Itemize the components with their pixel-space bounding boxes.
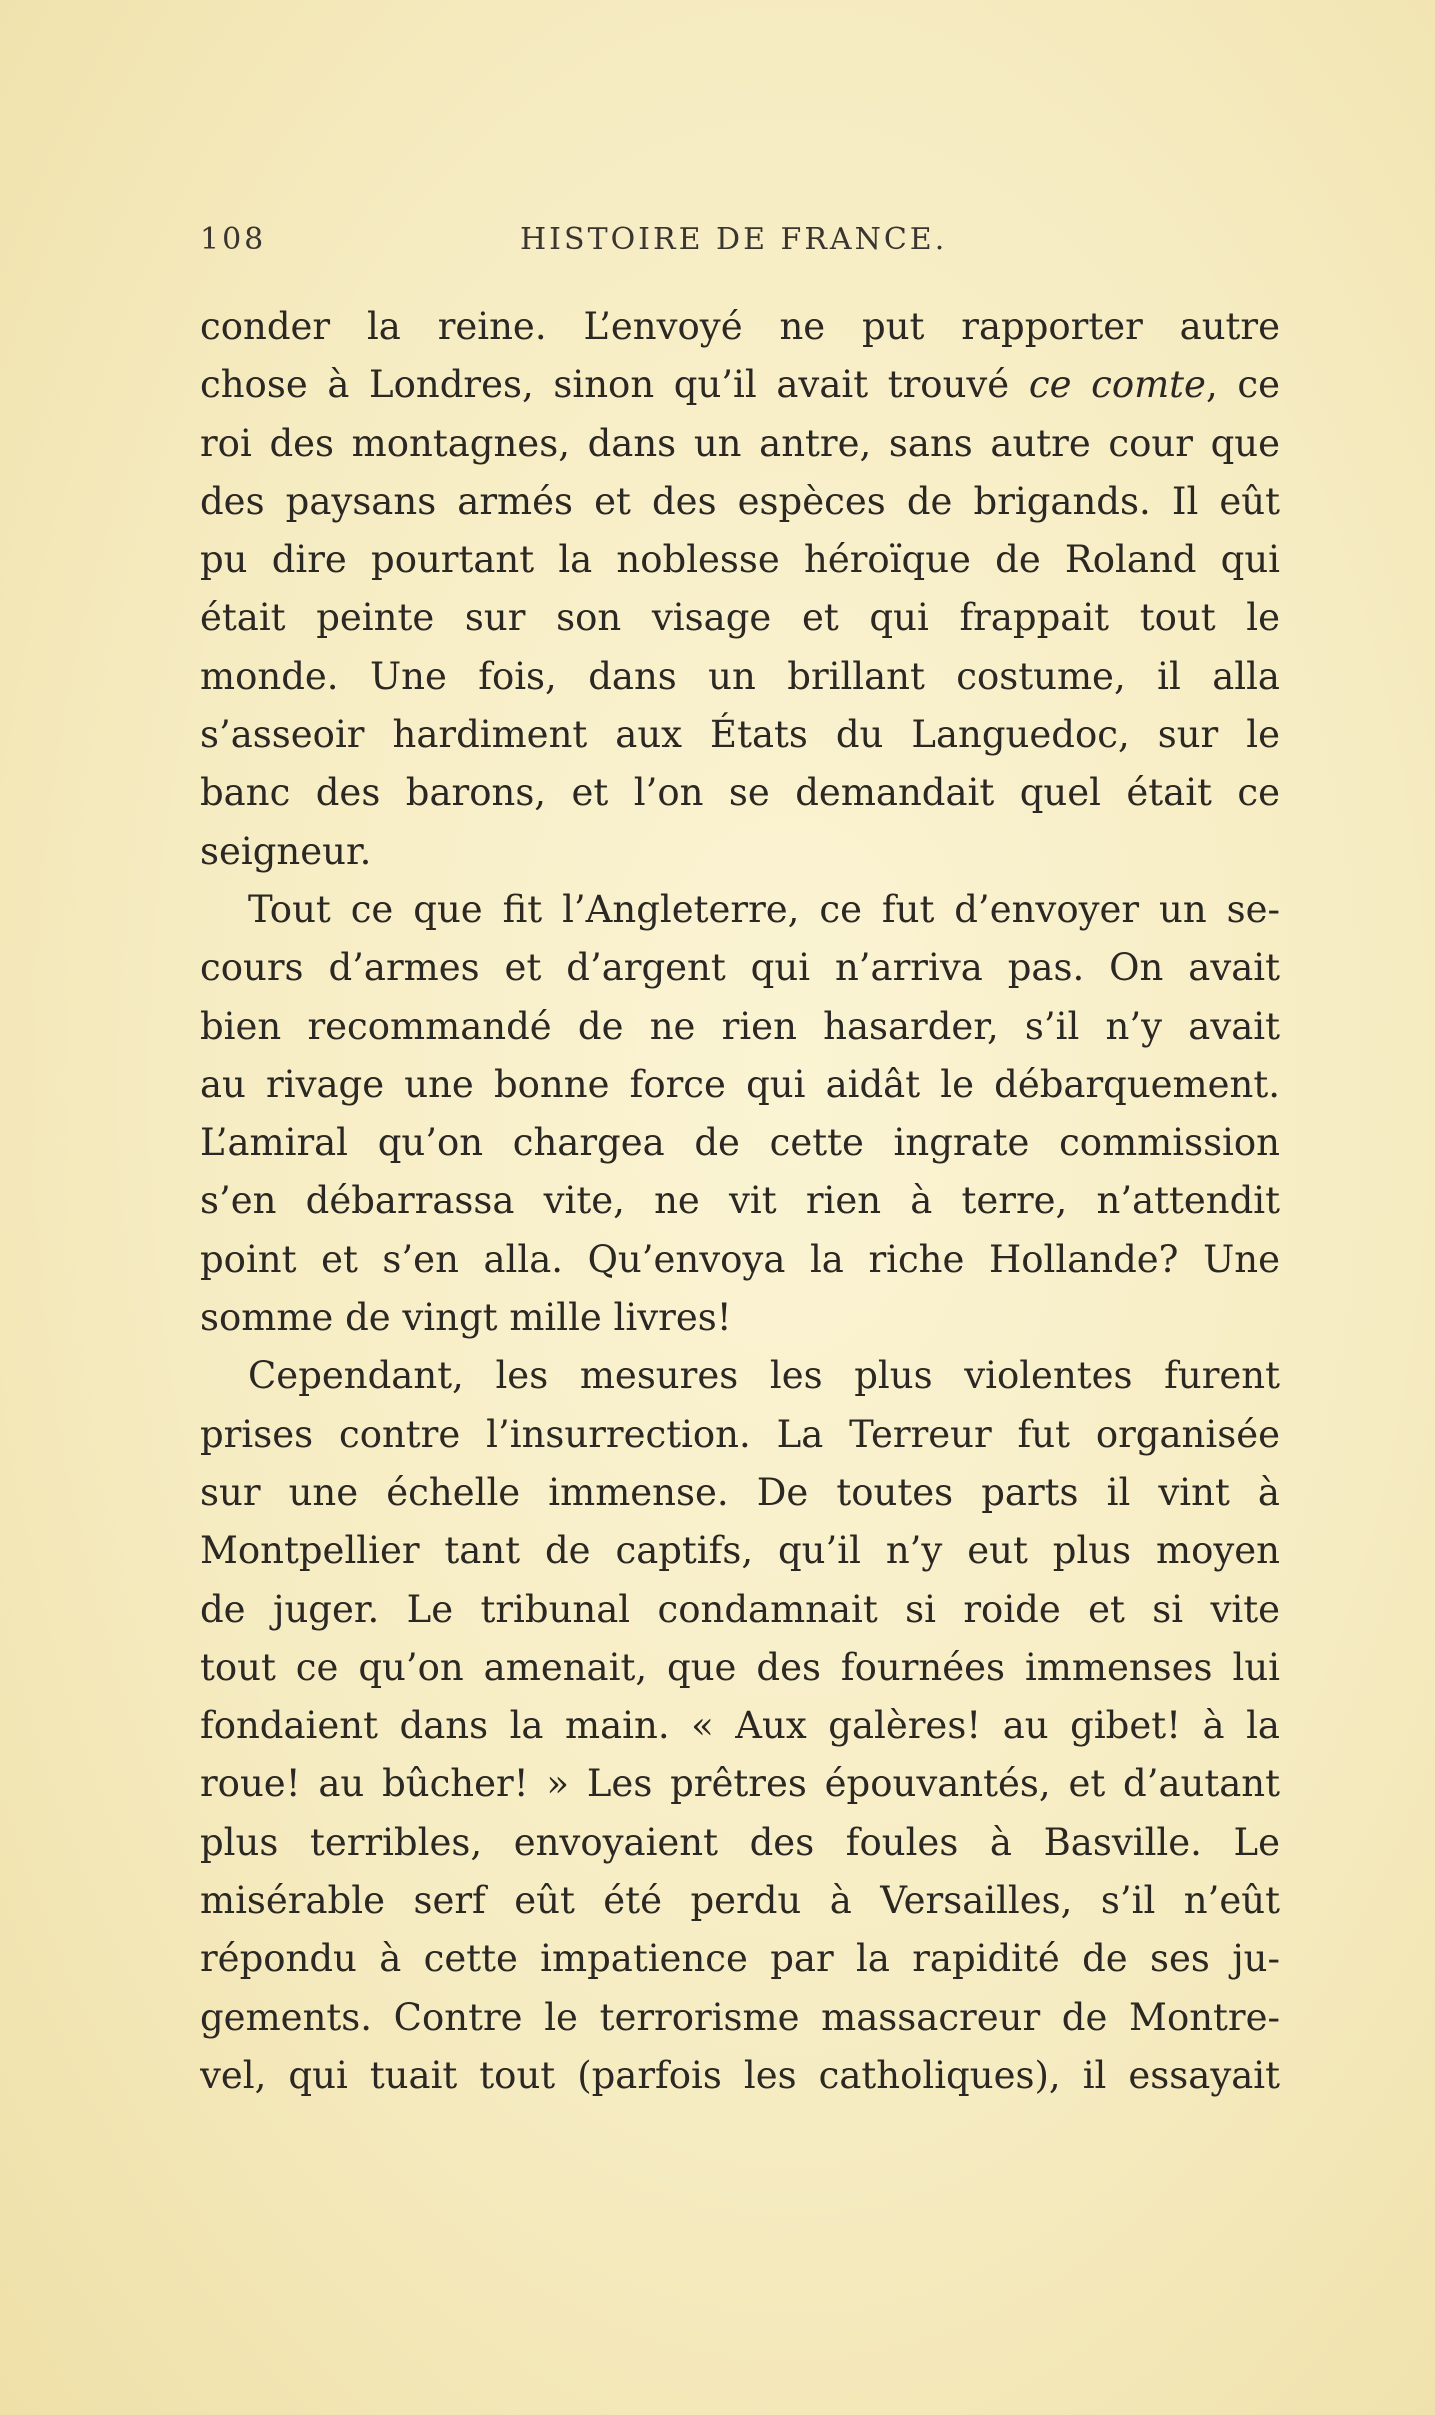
text-line: était peinte sur son visage et qui frappait tout le xyxy=(200,596,1280,640)
running-title: HISTOIRE DE FRANCE. xyxy=(520,222,948,257)
text-line: s’asseoir hardiment aux États du Languedoc, sur le xyxy=(200,713,1280,757)
text-line: des paysans armés et des espèces de brigands. Il eût xyxy=(200,479,1280,523)
text-line: Cependant, les mesures les plus violentes furent xyxy=(248,1354,1280,1398)
text-line: vel, qui tuait tout (parfois les catholiques), il essayait xyxy=(200,2053,1280,2097)
paragraph-1 xyxy=(200,298,1280,881)
text-line: plus terribles, envoyaient des foules à Basville. Le xyxy=(200,1820,1280,1864)
text-line: banc des barons, et l’on se demandait quel était ce xyxy=(200,771,1280,815)
text-line: au rivage une bonne force qui aidât le débarquement. xyxy=(200,1062,1280,1106)
text-line: Montpellier tant de captifs, qu’il n’y eut plus moyen xyxy=(200,1529,1280,1573)
text-line: cours d’armes et d’argent qui n’arriva pas. On avait xyxy=(200,946,1280,990)
text-line: somme de vingt mille livres! xyxy=(200,1296,732,1340)
text-line: roi des montagnes, dans un antre, sans autre cour que xyxy=(200,421,1280,465)
text-line: Tout ce que fit l’Angleterre, ce fut d’envoyer un se- xyxy=(248,887,1280,931)
text-line: répondu à cette impatience par la rapidité de ses ju- xyxy=(200,1937,1280,1981)
text-line: L’amiral qu’on chargea de cette ingrate commission xyxy=(200,1121,1280,1165)
text-line: conder la reine. L’envoyé ne put rapporter autre xyxy=(200,305,1280,348)
text-line: de juger. Le tribunal condamnait si roide et si vite xyxy=(200,1587,1280,1631)
text-line: prises contre l’insurrection. La Terreur fut organisée xyxy=(200,1412,1280,1456)
paragraph-2 xyxy=(200,881,1280,1347)
text-line: chose à Londres, sinon qu’il avait trouvé ce comte, ce xyxy=(200,363,1280,407)
text-line: point et s’en alla. Qu’envoya la riche Hollande? Une xyxy=(200,1237,1280,1281)
paragraph-3 xyxy=(200,1347,1280,2105)
text-line: sur une échelle immense. De toutes parts il vint à xyxy=(200,1470,1280,1514)
text-line: seigneur. xyxy=(200,829,372,873)
text-line: pu dire pourtant la noblesse héroïque de Roland qui xyxy=(200,538,1280,582)
running-head xyxy=(200,222,1280,272)
text-line: fondaient dans la main. « Aux galères! au gibet! à la xyxy=(200,1704,1280,1748)
body-text xyxy=(200,298,1280,2105)
page-number: 108 xyxy=(200,222,267,257)
text-line: tout ce qu’on amenait, que des fournées immenses lui xyxy=(200,1645,1280,1689)
text-line: misérable serf eût été perdu à Versailles, s’il n’eût xyxy=(200,1879,1280,1923)
text-line: bien recommandé de ne rien hasarder, s’il n’y avait xyxy=(200,1004,1280,1048)
text-line: monde. Une fois, dans un brillant costume, il alla xyxy=(200,654,1280,698)
text-line: gements. Contre le terrorisme massacreur de Montre- xyxy=(200,1995,1280,2039)
text-line: s’en débarrassa vite, ne vit rien à terre, n’attendit xyxy=(200,1179,1280,1223)
text-line: roue! au bûcher! » Les prêtres épouvantés, et d’autant xyxy=(200,1762,1280,1806)
